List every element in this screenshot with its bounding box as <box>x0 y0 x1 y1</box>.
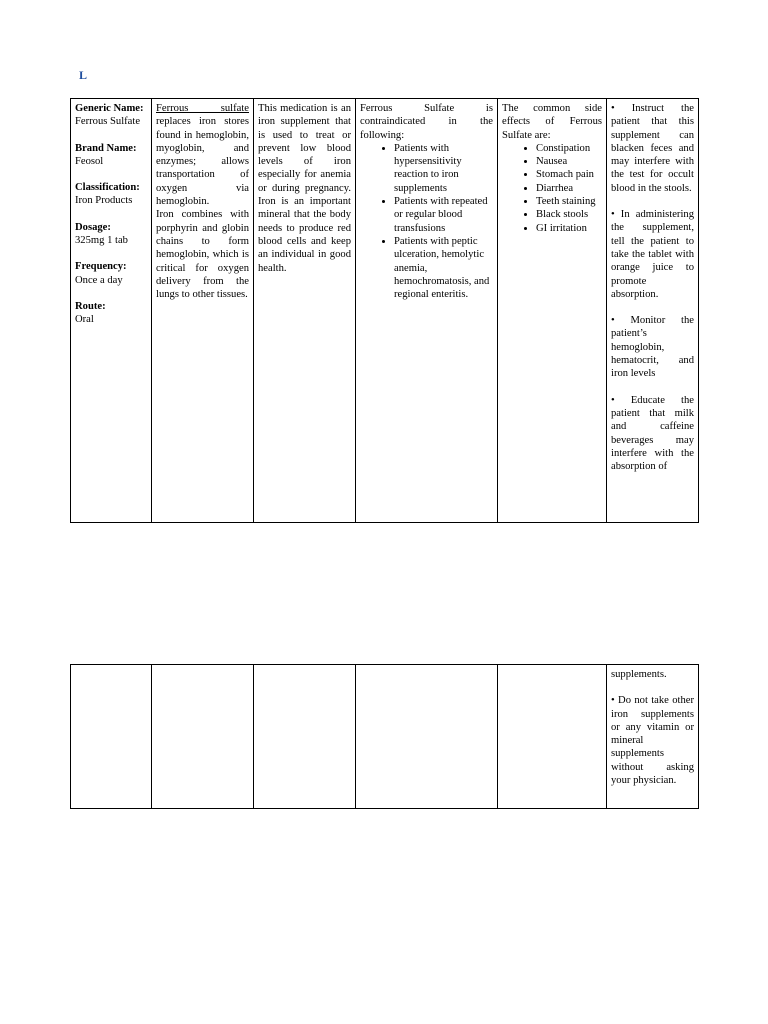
empty-cell <box>71 665 152 809</box>
route-label: Route: <box>75 300 106 312</box>
list-item: • Nausea <box>536 155 602 168</box>
drug-study-table-continued <box>70 664 699 809</box>
mechanism-text-2: Iron combines with porphyrin and globin chains to form hemoglobin, which is critical for oxygen delivery from the lungs to other tissues. <box>156 209 249 301</box>
side-effects-list <box>502 142 602 235</box>
brand-name-value: Feosol <box>75 155 104 167</box>
nursing-item: • Educate the patient that milk and caffeine beverages may interfere with the absorption of <box>611 394 694 473</box>
dosage-label: Dosage: <box>75 221 111 233</box>
dosage-value: 325mg 1 tab <box>75 235 128 247</box>
empty-cell <box>498 665 607 809</box>
classification-label: Classification: <box>75 182 140 194</box>
section-marker: L <box>79 68 88 82</box>
empty-cell <box>152 665 254 809</box>
list-item: • Teeth staining <box>536 195 602 208</box>
list-item: • Diarrhea <box>536 182 602 195</box>
empty-cell <box>356 665 498 809</box>
drug-info-cell <box>71 99 152 523</box>
indication-cell <box>254 99 356 523</box>
side-effects-cell <box>498 99 607 523</box>
table-row <box>71 665 699 809</box>
frequency-label: Frequency: <box>75 261 127 273</box>
classification-value: Iron Products <box>75 195 133 207</box>
nursing-item: supplements. <box>611 669 667 680</box>
indication-text: This medication is an iron supplement that is used to treat or prevent low blood levels of iron especially for anemia or during pregnancy. Iron is an important mineral that the body needs to produce red blood cells and keep an individual in good health. <box>258 103 351 274</box>
list-item: • Patients with peptic ulceration, hemolytic anemia, hemochromatosis, and regional enteritis. <box>394 235 493 301</box>
nursing-item: • Do not take other iron supplements or any vitamin or mineral supplements without asking your physician. <box>611 695 694 787</box>
generic-name-value: Ferrous Sulfate <box>75 116 141 128</box>
list-item: • Patients with hypersensitivity reaction to iron supplements <box>394 142 493 195</box>
brand-name-label: Brand Name: <box>75 142 137 154</box>
mechanism-cell <box>152 99 254 523</box>
nursing-item: • Monitor the patient’s hemoglobin, hematocrit, and iron levels <box>611 315 694 380</box>
route-value: Oral <box>75 314 94 326</box>
nursing-responsibilities-cell <box>607 99 699 523</box>
list-item: • Patients with repeated or regular blood transfusions <box>394 195 493 235</box>
frequency-value: Once a day <box>75 274 123 286</box>
table-row <box>71 99 699 523</box>
empty-cell <box>254 665 356 809</box>
nursing-responsibilities-cell <box>607 665 699 809</box>
nursing-item: • Instruct the patient that this supplement can blacken feces and may interfere with the test for occult blood in the stools. <box>611 103 694 194</box>
drug-study-table <box>70 98 699 523</box>
contraindication-intro: Ferrous Sulfate is contraindicated in the following: <box>360 103 493 141</box>
contraindication-cell <box>356 99 498 523</box>
contraindication-list <box>360 142 493 302</box>
list-item: • Stomach pain <box>536 168 602 181</box>
generic-name-label: Generic Name: <box>75 103 144 114</box>
ferrous-sulfate-link[interactable]: Ferrous sulfate <box>156 103 249 114</box>
side-effects-intro: The common side effects of Ferrous Sulfate are: <box>502 103 602 141</box>
mechanism-text: replaces iron stores found in hemoglobin, myoglobin, and enzymes; allows transportation of oxygen via hemoglobin. <box>156 116 249 208</box>
list-item: • Black stools <box>536 208 602 221</box>
list-item: • GI irritation <box>536 222 602 235</box>
list-item: • Constipation <box>536 142 602 155</box>
nursing-item: • In administering the supplement, tell the patient to take the tablet with orange juice to promote absorption. <box>611 209 694 300</box>
